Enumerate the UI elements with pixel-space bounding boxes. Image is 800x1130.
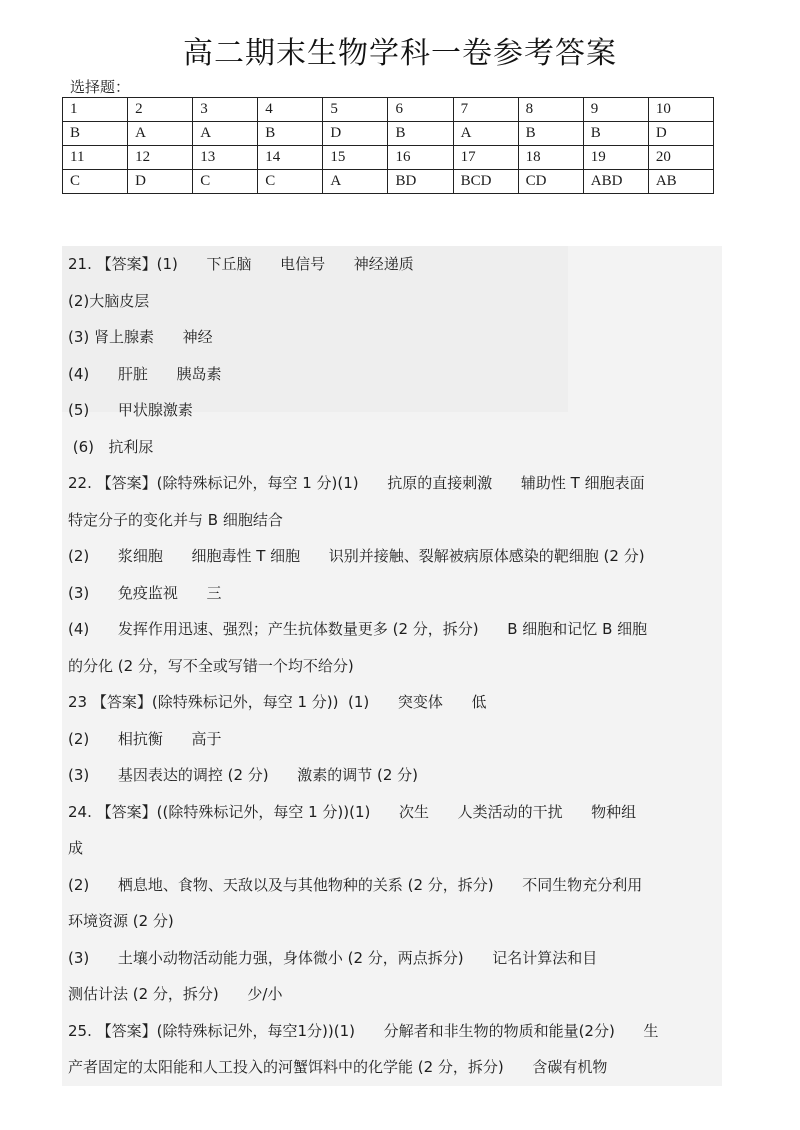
answer-line: 环境资源 (2 分): [68, 912, 174, 930]
answer-line: (2) 浆细胞 细胞毒性 T 细胞 识别并接触、裂解被病原体感染的靶细胞 (2 分): [68, 547, 645, 565]
answer-line: (4) 肝脏 胰岛素: [68, 364, 222, 383]
answer-line: (3) 基因表达的调控 (2 分) 激素的调节 (2 分): [68, 766, 419, 784]
question-number-cell: 7: [453, 98, 518, 122]
answer-cell: AB: [648, 170, 713, 194]
multiple-choice-answer-table: [62, 97, 714, 194]
question-number-cell: 12: [128, 146, 193, 170]
answer-cell: A: [128, 122, 193, 146]
answer-line: 成: [68, 839, 84, 857]
question-number-cell: 9: [583, 98, 648, 122]
answer-line: (2) 相抗衡 高于: [68, 729, 222, 748]
answer-line: 25. 【答案】(除特殊标记外，每空1分))(1) 分解者和非生物的物质和能量(2分) 生: [68, 1021, 659, 1040]
question-number-cell: 19: [583, 146, 648, 170]
page-title: 高二期末生物学科一卷参考答案: [183, 36, 617, 71]
question-number-cell: 16: [388, 146, 453, 170]
answer-line: 的分化 (2 分，写不全或写错一个均不给分): [68, 656, 354, 675]
question-number-cell: 15: [323, 146, 388, 170]
answer-line: (3) 免疫监视 三: [68, 583, 222, 602]
answer-cell: C: [193, 170, 258, 194]
multiple-choice-label: 选择题：: [70, 78, 131, 96]
answer-cell: A: [193, 122, 258, 146]
question-number-cell: 10: [648, 98, 713, 122]
question-number-cell: 11: [63, 146, 128, 170]
answer-cell: B: [583, 122, 648, 146]
question-number-cell: 18: [518, 146, 583, 170]
answer-line: 产者固定的太阳能和人工投入的河蟹饵料中的化学能 (2 分，拆分) 含碳有机物: [68, 1058, 608, 1076]
answer-cell: CD: [518, 170, 583, 194]
answer-line: 24. 【答案】((除特殊标记外，每空 1 分))(1) 次生 人类活动的干扰 物种组: [68, 802, 637, 821]
question-number-cell: 4: [258, 98, 323, 122]
answer-cell: BCD: [453, 170, 518, 194]
answer-cell: D: [648, 122, 713, 146]
answer-cell: B: [518, 122, 583, 146]
answer-line: 21. 【答案】(1) 下丘脑 电信号 神经递质: [68, 255, 414, 273]
answer-line: (3) 肾上腺素 神经: [68, 328, 213, 346]
answer-cell: B: [258, 122, 323, 146]
answer-line: 测估计法 (2 分，拆分) 少/小: [68, 985, 283, 1003]
question-number-row: [63, 98, 714, 122]
question-number-cell: 17: [453, 146, 518, 170]
answer-cell: ABD: [583, 170, 648, 194]
question-number-cell: 14: [258, 146, 323, 170]
answer-cell: D: [323, 122, 388, 146]
answer-line: (6) 抗利尿: [68, 437, 154, 456]
answer-cell: D: [128, 170, 193, 194]
answer-line: 特定分子的变化并与 B 细胞结合: [68, 510, 283, 529]
answer-line: (2) 栖息地、食物、天敌以及与其他物种的关系 (2 分，拆分) 不同生物充分利用: [68, 875, 643, 894]
answer-cell: A: [453, 122, 518, 146]
answer-row: [63, 170, 714, 194]
question-number-cell: 20: [648, 146, 713, 170]
question-number-cell: 8: [518, 98, 583, 122]
answer-cell: B: [388, 122, 453, 146]
answer-row: [63, 122, 714, 146]
question-number-cell: 1: [63, 98, 128, 122]
question-number-cell: 6: [388, 98, 453, 122]
question-number-cell: 3: [193, 98, 258, 122]
answer-cell: A: [323, 170, 388, 194]
answer-cell: B: [63, 122, 128, 146]
answer-line: (4) 发挥作用迅速、强烈；产生抗体数量更多 (2 分，拆分) B 细胞和记忆 B 细胞: [68, 620, 648, 638]
answer-line: 23 【答案】(除特殊标记外，每空 1 分)) (1) 突变体 低: [68, 693, 487, 711]
question-number-cell: 13: [193, 146, 258, 170]
answer-line: (3) 土壤小动物活动能力强，身体微小 (2 分，两点拆分) 记名计算法和目: [68, 948, 598, 967]
answer-cell: C: [258, 170, 323, 194]
answer-cell: C: [63, 170, 128, 194]
question-number-cell: 5: [323, 98, 388, 122]
answer-line: (5) 甲状腺激素: [68, 401, 193, 419]
answer-line: 22. 【答案】(除特殊标记外，每空 1 分)(1) 抗原的直接刺激 辅助性 T 细胞表面: [68, 474, 645, 492]
answer-cell: BD: [388, 170, 453, 194]
free-response-answers: [62, 246, 722, 1086]
question-number-row: [63, 146, 714, 170]
question-number-cell: 2: [128, 98, 193, 122]
answer-line: (2)大脑皮层: [68, 291, 150, 310]
